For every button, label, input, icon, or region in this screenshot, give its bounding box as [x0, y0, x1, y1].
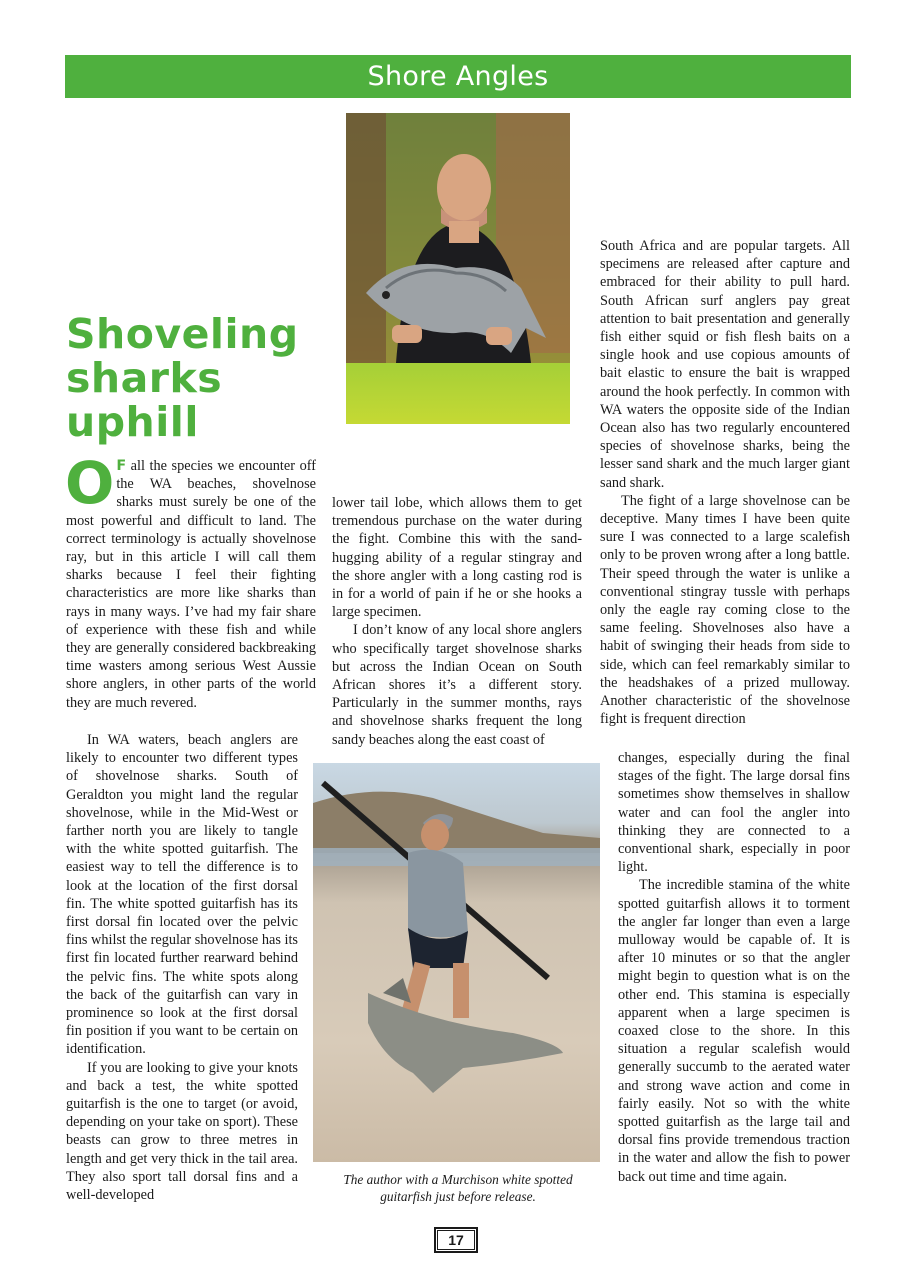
paragraph: In WA waters, beach anglers are likely to encounter two different types of shovelnose sharks. South of Geraldton you might land the regular shovelnose, while in the Mid-West or farther north you are likely to tangle with the white spotted guitarfish. The easiest way to tell the difference is to look at the location of the first dorsal fin. The white spotted guitarfish has its first dorsal fin located over the pelvic fins whilst the regular shovelnose has its first fin located further rearward behind the pelvic fins. The white spots along the back of the guitarfish can vary in prominence so look at the first dorsal fin position if you want to be certain on identification. — [66, 732, 298, 1058]
drop-cap: O — [65, 449, 115, 517]
caption-line: guitarfish just before release. — [380, 1189, 536, 1204]
paragraph: changes, especially during the final stages of the fight. The large dorsal fins sometimes show themselves in shallow water and can fool the angler into thinking they are connected to a conventional shark, especially in poor light. — [618, 750, 850, 876]
paragraph: lower tail lobe, which allows them to get tremendous purchase on the water during the fight. Combine this with the sand-hugging ability of a regular stingray and the shore angler with a long casting rod is in for a world of pain if he or she hooks a large specimen. — [332, 495, 582, 621]
author-photo — [346, 113, 570, 424]
headline-line: uphill — [66, 398, 199, 446]
article-column-3 — [600, 237, 850, 728]
paragraph: The incredible stamina of the white spotted guitarfish allows it to torment the angler far longer than even a large mulloway would be capable of. It is after 10 minutes or so that the angler might begin to question what is on the other end. This stamina is especially apparent when a large specimen is coaxed close to the shore. In this situation a regular scalefish would generally succumb to the aerated water and strong wave action and come in fairly easily. Not so with the white spotted guitarfish as the large tail and dorsal fins provide tremendous traction in the water and allow the fish to power back out time and time again. — [618, 877, 850, 1185]
paragraph: The fight of a large shovelnose can be deceptive. Many times I have been quite sure I was connected to a large scalefish only to be proven wrong after a long battle. Their speed through the water is unlike a conventional stingray tussle with perhaps only the eagle ray coming close to the same feeling. Shovelnoses also have a habit of swinging their heads from side to side, which can feel remarkably similar to the headshakes of a prized mulloway. Another characteristic of the shovelnose fight is frequent direction — [600, 492, 850, 728]
drop-cap-second-letter: F — [116, 458, 127, 474]
caption-line: The author with a Murchison white spotted — [343, 1172, 573, 1187]
article-column-1-lower — [66, 731, 298, 1204]
section-banner: Shore Angles — [65, 55, 851, 98]
author-photo-illustration — [346, 113, 570, 424]
article-column-3-lower — [618, 749, 850, 1186]
article-column-1 — [65, 449, 316, 712]
headline-line: Shoveling — [66, 310, 299, 358]
paragraph: O F all the species we encounter off the WA beaches, shovelnose sharks must surely be one of the most powerful and difficult to land. The correct terminology is actually shovelnose ray, but in this article I will call them sharks because I feel their fighting characteristics are more like sharks than rays in many ways. I’ve had my fair share of experience with these fish and while they are generally considered backbreaking time wasters among serious West Aussie shore anglers, in other parts of the world they are much revered. — [65, 449, 316, 711]
beach-photo-illustration — [313, 763, 600, 1162]
article-headline — [66, 312, 306, 444]
paragraph: If you are looking to give your knots and back a test, the white spotted guitarfish is the one to target (or avoid, depending on your take on sport). These beasts can grow to three metres in length and get very thick in the tail area. They also sport tall dorsal fins and a well-developed — [66, 1059, 298, 1204]
paragraph: I don’t know of any local shore anglers who specifically target shovelnose sharks but across the Indian Ocean on South African shores it’s a different story. Particularly in the summer months, rays and shovelnose sharks frequent the long sandy beaches along the east coast of — [332, 622, 582, 748]
headline-line: sharks — [66, 354, 223, 402]
page-number: 17 — [434, 1227, 478, 1253]
paragraph: South Africa and are popular targets. All specimens are released after capture and embraced for their ability to pull hard. South African surf anglers pay great attention to bait presentation and generally fish either squid or fish flesh baits on a single hook and use copious amounts of bait elastic to ensure the bait is wrapped around the hook perfectly. In common with WA waters the opposite side of the Indian Ocean also has two regularly encountered species of shovelnose sharks, being the lesser sand shark and the much larger giant sand shark. — [600, 238, 850, 491]
photo-caption — [318, 1171, 598, 1205]
beach-photo — [313, 763, 600, 1162]
article-column-2 — [332, 494, 582, 749]
